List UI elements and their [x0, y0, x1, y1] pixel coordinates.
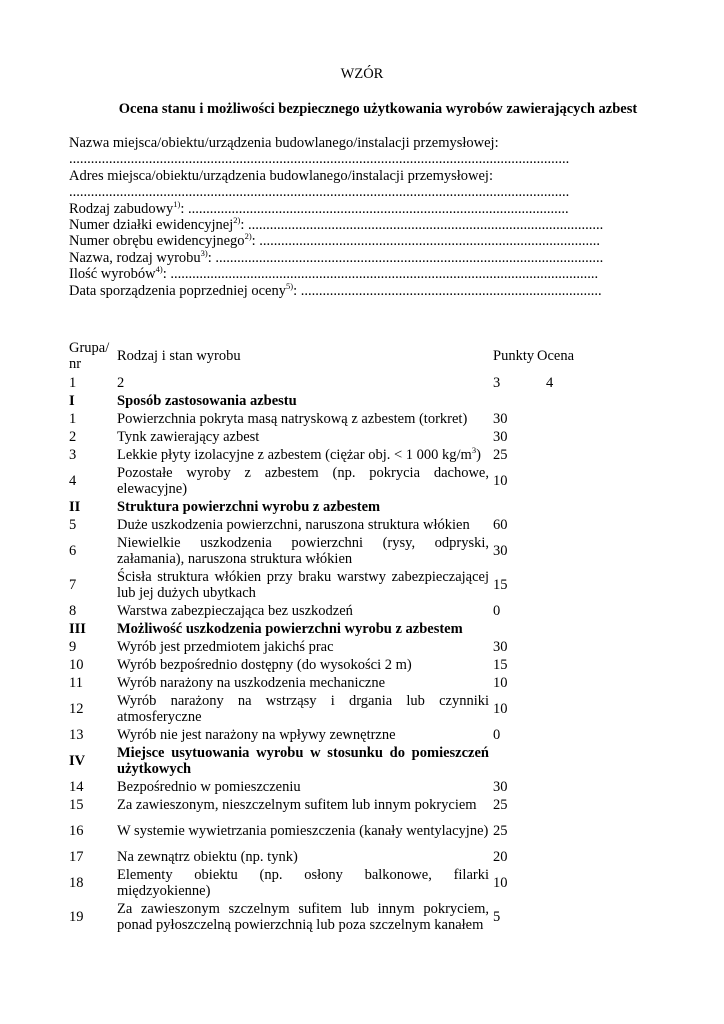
table-row	[67, 796, 623, 814]
item-description-text: W systemie wywietrzania pomieszczenia (kanały wentylacyjne)	[117, 822, 489, 839]
field-building-type[interactable]	[69, 201, 629, 217]
item-description	[115, 656, 491, 674]
field-district-number-label: Numer obrębu ewidencyjnego	[69, 233, 245, 250]
field-product-name-label: Nazwa, rodzaj wyrobu	[69, 249, 201, 266]
header-kind: Rodzaj i stan wyrobu	[117, 347, 241, 364]
item-number: 12	[69, 700, 84, 717]
item-rating-cell[interactable]	[535, 656, 623, 674]
item-number: 10	[69, 656, 84, 673]
field-previous-date-dots: : ...................................................................................	[293, 282, 602, 299]
item-points: 15	[493, 656, 508, 673]
table-row	[67, 602, 623, 620]
item-rating-cell[interactable]	[535, 534, 623, 568]
field-quantity-dots: : ......................................................................................................................	[162, 266, 599, 283]
footnote-ref: 2)	[244, 233, 252, 242]
table-header-row	[67, 338, 623, 374]
item-description-text: Na zewnątrz obiektu (np. tynk)	[117, 848, 298, 865]
column-number: 1	[69, 374, 77, 391]
item-description-text: Wyrób jest przedmiotem jakichś prac	[117, 638, 334, 655]
table-row	[67, 516, 623, 534]
item-rating-cell[interactable]	[535, 692, 623, 726]
item-rating-cell[interactable]	[535, 446, 623, 464]
item-description-text: Bezpośrednio w pomieszczeniu	[117, 778, 301, 795]
section-row	[67, 498, 623, 516]
item-number: 15	[69, 796, 84, 813]
table-column-numbers-row	[67, 374, 623, 392]
header-points: Punkty	[493, 347, 535, 364]
section-rating-empty	[535, 392, 623, 410]
item-description-text: Ścisła struktura włókien przy braku warstwy zabezpieczającej lub jej dużych ubytkach	[117, 568, 489, 601]
table-row	[67, 674, 623, 692]
column-number: 3	[493, 374, 501, 391]
item-description	[115, 446, 491, 464]
table-row	[67, 814, 623, 848]
section-title: Miejsce usytuowania wyrobu w stosunku do pomieszczeń użytkowych	[117, 744, 489, 777]
document-subtitle: Ocena stanu i możliwości bezpiecznego użytkowania wyrobów zawierających azbest	[118, 101, 638, 117]
item-description-text: Lekkie płyty izolacyjne z azbestem (ciężar obj. < 1 000 kg/m	[117, 446, 472, 463]
table-row	[67, 464, 623, 498]
item-description	[115, 410, 491, 428]
item-points: 30	[493, 638, 508, 655]
item-number: 16	[69, 822, 84, 839]
item-rating-cell[interactable]	[535, 866, 623, 900]
item-description-text: Wyrób narażony na wstrząsy i drgania lub czynniki atmosferyczne	[117, 692, 489, 725]
item-description	[115, 692, 491, 726]
item-description-text: Niewielkie uszkodzenia powierzchni (rysy, odpryski, załamania), naruszona struktura włókien	[117, 534, 489, 567]
field-quantity-label: Ilość wyrobów	[69, 266, 156, 283]
item-number: 3	[69, 446, 77, 463]
field-building-type-dots: : .........................................................................................................	[180, 200, 569, 217]
item-description-text: Duże uszkodzenia powierzchni, naruszona struktura włókien	[117, 516, 470, 533]
item-points: 15	[493, 576, 508, 593]
item-description	[115, 464, 491, 498]
item-points: 10	[493, 472, 508, 489]
item-number: 17	[69, 848, 84, 865]
column-number: 2	[117, 374, 125, 391]
header-group-line2: nr	[69, 356, 82, 372]
item-points: 30	[493, 410, 508, 427]
form-fields	[69, 135, 629, 299]
item-rating-cell[interactable]	[535, 638, 623, 656]
item-points: 30	[493, 428, 508, 445]
field-address-value[interactable]: ..........................................................................................................................................	[69, 184, 570, 201]
item-rating-cell[interactable]	[535, 464, 623, 498]
section-row	[67, 744, 623, 778]
item-description	[115, 602, 491, 620]
item-points: 20	[493, 848, 508, 865]
item-number: 14	[69, 778, 84, 795]
footnote-ref: 3)	[200, 249, 208, 258]
table-row	[67, 778, 623, 796]
item-description-tail: )	[476, 446, 481, 463]
section-title: Struktura powierzchni wyrobu z azbestem	[117, 498, 381, 515]
item-number: 1	[69, 410, 77, 427]
item-description	[115, 778, 491, 796]
field-product-name-dots: : ...........................................................................................................	[207, 249, 604, 266]
item-points: 10	[493, 874, 508, 891]
table-row	[67, 866, 623, 900]
section-points-empty	[491, 744, 535, 778]
section-title: Możliwość uszkodzenia powierzchni wyrobu z azbestem	[117, 620, 463, 637]
table-row	[67, 692, 623, 726]
column-number: 4	[546, 374, 554, 391]
field-plot-number[interactable]	[69, 217, 629, 233]
item-rating-cell[interactable]	[535, 410, 623, 428]
item-number: 8	[69, 602, 77, 619]
item-description	[115, 568, 491, 602]
item-description-superscript: 3	[471, 445, 477, 456]
table-row	[67, 568, 623, 602]
item-points: 25	[493, 822, 508, 839]
document-title: WZÓR	[340, 66, 384, 82]
section-row	[67, 392, 623, 410]
item-number: 6	[69, 542, 77, 559]
header-group-line1: Grupa/	[69, 340, 110, 356]
field-building-type-label: Rodzaj zabudowy	[69, 200, 174, 217]
table-row	[67, 726, 623, 744]
header-rating: Ocena	[537, 347, 575, 364]
table-row	[67, 638, 623, 656]
item-points: 25	[493, 796, 508, 813]
item-points: 5	[493, 908, 501, 925]
item-description-text: Pozostałe wyroby z azbestem (np. pokrycia dachowe, elewacyjne)	[117, 464, 489, 497]
footnote-ref: 2)	[233, 216, 241, 226]
table-row	[67, 446, 623, 464]
item-rating-cell[interactable]	[535, 428, 623, 446]
field-name-label: Nazwa miejsca/obiektu/urządzenia budowlanego/instalacji przemysłowej:	[69, 135, 499, 151]
header-group	[67, 338, 115, 374]
footnote-ref: 1)	[173, 200, 181, 209]
footnote-ref: 5)	[286, 282, 294, 291]
item-number: 7	[69, 576, 77, 593]
item-rating-cell[interactable]	[535, 516, 623, 534]
item-number: 2	[69, 428, 77, 445]
item-description	[115, 428, 491, 446]
item-description-text: Wyrób nie jest narażony na wpływy zewnętrzne	[117, 726, 396, 743]
section-code: IV	[69, 752, 86, 769]
field-plot-number-dots: : ..................................................................................................	[240, 216, 604, 233]
section-points-empty	[491, 498, 535, 516]
item-number: 13	[69, 726, 84, 743]
assessment-table	[67, 338, 623, 934]
item-description	[115, 674, 491, 692]
item-rating-cell[interactable]	[535, 848, 623, 866]
item-points: 10	[493, 700, 508, 717]
table-row	[67, 410, 623, 428]
item-rating-cell[interactable]	[535, 674, 623, 692]
footnote-ref: 4)	[155, 266, 163, 275]
item-rating-cell[interactable]	[535, 602, 623, 620]
item-rating-cell[interactable]	[535, 568, 623, 602]
item-description	[115, 726, 491, 744]
section-code: II	[69, 498, 81, 515]
section-code: III	[69, 620, 86, 637]
section-points-empty	[491, 392, 535, 410]
item-description	[115, 866, 491, 900]
item-description-text: Wyrób bezpośrednio dostępny (do wysokości 2 m)	[117, 656, 412, 673]
item-description-text: Tynk zawierający azbest	[117, 428, 260, 445]
field-district-number[interactable]	[69, 233, 629, 249]
item-description	[115, 516, 491, 534]
section-points-empty	[491, 620, 535, 638]
section-rating-empty	[535, 498, 623, 516]
item-description-text: Elementy obiektu (np. osłony balkonowe, filarki międzyokienne)	[117, 866, 489, 899]
item-description	[115, 814, 491, 848]
table-row	[67, 900, 623, 934]
field-quantity[interactable]	[69, 266, 629, 282]
table-row	[67, 534, 623, 568]
item-description	[115, 638, 491, 656]
field-plot-number-label: Numer działki ewidencyjnej	[69, 216, 234, 233]
item-description-text: Za zawieszonym szczelnym sufitem lub innym pokryciem, ponad pyłoszczelną powierzchnią lub poza szczelnym kanałem	[117, 900, 489, 933]
item-number: 4	[69, 472, 77, 489]
table-row	[67, 428, 623, 446]
item-number: 11	[69, 674, 83, 691]
assessment-table-body	[67, 338, 623, 934]
section-code: I	[69, 392, 75, 409]
item-description	[115, 848, 491, 866]
item-points: 0	[493, 602, 501, 619]
item-description-text: Za zawieszonym, nieszczelnym sufitem lub innym pokryciem	[117, 796, 477, 813]
item-description	[115, 900, 491, 934]
item-number: 19	[69, 908, 84, 925]
field-product-name[interactable]	[69, 250, 629, 266]
item-description	[115, 796, 491, 814]
item-description-text: Powierzchnia pokryta masą natryskową z azbestem (torkret)	[117, 410, 468, 427]
item-points: 60	[493, 516, 508, 533]
field-previous-date-label: Data sporządzenia poprzedniej oceny	[69, 282, 286, 299]
item-description	[115, 534, 491, 568]
field-address-label: Adres miejsca/obiektu/urządzenia budowlanego/instalacji przemysłowej:	[69, 167, 493, 184]
item-number: 5	[69, 516, 77, 533]
section-rating-empty	[535, 620, 623, 638]
item-points: 30	[493, 778, 508, 795]
section-title: Sposób zastosowania azbestu	[117, 392, 297, 409]
item-rating-cell[interactable]	[535, 726, 623, 744]
item-rating-cell[interactable]	[535, 778, 623, 796]
section-row	[67, 620, 623, 638]
table-row	[67, 656, 623, 674]
item-number: 18	[69, 874, 84, 891]
item-number: 9	[69, 638, 77, 655]
item-points: 10	[493, 674, 508, 691]
item-points: 25	[493, 446, 508, 463]
section-rating-empty	[535, 744, 623, 778]
field-previous-date[interactable]	[69, 283, 629, 299]
item-rating-cell[interactable]	[535, 814, 623, 848]
item-points: 0	[493, 726, 501, 743]
item-rating-cell[interactable]	[535, 900, 623, 934]
item-description-text: Wyrób narażony na uszkodzenia mechaniczne	[117, 674, 386, 691]
field-district-number-dots: : ..............................................................................................	[251, 233, 601, 250]
item-points: 30	[493, 542, 508, 559]
field-name-value[interactable]: ..........................................................................................................................................	[69, 151, 570, 168]
item-rating-cell[interactable]	[535, 796, 623, 814]
item-description-text: Warstwa zabezpieczająca bez uszkodzeń	[117, 602, 353, 619]
table-row	[67, 848, 623, 866]
